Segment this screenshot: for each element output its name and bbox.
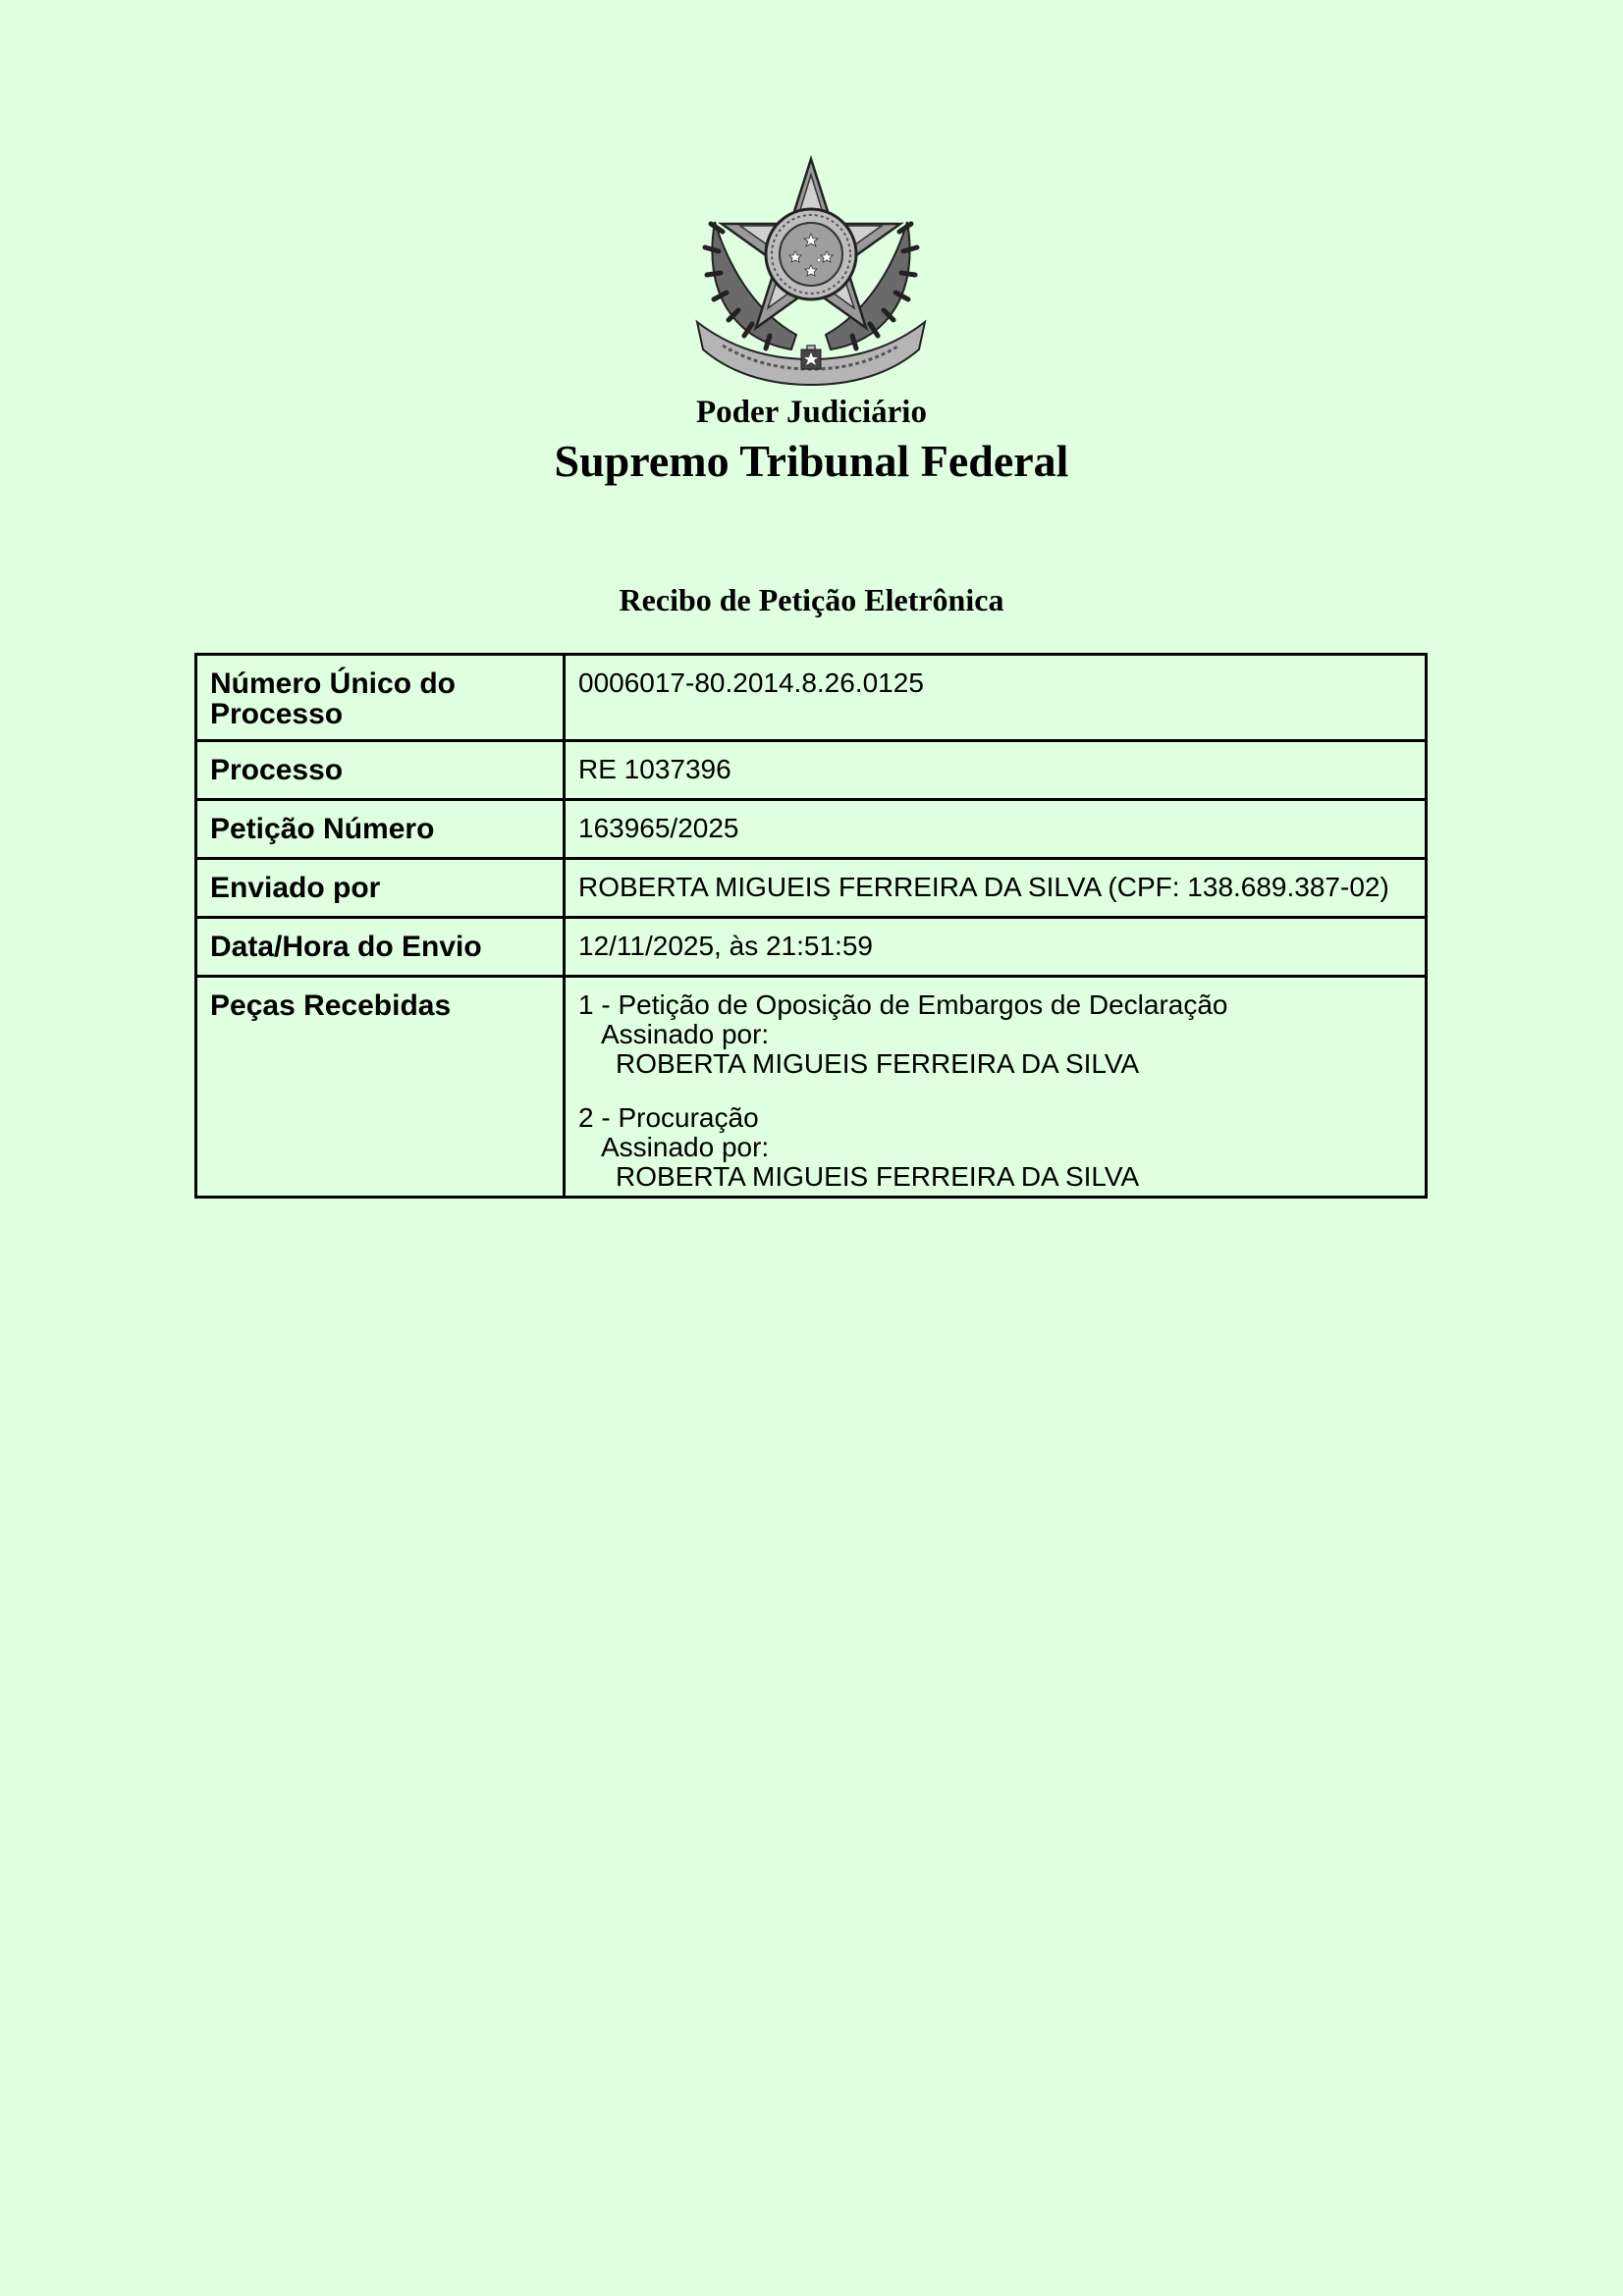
piece-item	[578, 990, 1412, 1079]
table-row	[196, 977, 1427, 1198]
piece-signed-label: Assinado por:	[601, 1132, 770, 1162]
table-row	[196, 918, 1427, 977]
value-processo: RE 1037396	[565, 741, 1427, 800]
value-enviado-por: ROBERTA MIGUEIS FERREIRA DA SILVA (CPF: 138.689.387-02)	[565, 859, 1427, 918]
table-row	[196, 859, 1427, 918]
label-data-hora: Data/Hora do Envio	[196, 918, 565, 977]
document-title: Recibo de Petição Eletrônica	[619, 582, 1004, 617]
piece-title: 2 - Procuração	[578, 1102, 759, 1133]
piece-signer: ROBERTA MIGUEIS FERREIRA DA SILVA	[616, 1048, 1140, 1079]
value-pecas-recebidas	[565, 977, 1427, 1198]
value-numero-unico: 0006017-80.2014.8.26.0125	[565, 655, 1427, 741]
piece-title: 1 - Petição de Oposição de Embargos de Declaração	[578, 989, 1228, 1020]
table-row	[196, 800, 1427, 859]
label-numero-unico: Número Único do Processo	[196, 655, 565, 741]
brazil-coat-of-arms-icon	[693, 153, 929, 391]
piece-signed-label: Assinado por:	[601, 1019, 770, 1049]
value-peticao-numero: 163965/2025	[565, 800, 1427, 859]
organization-name: Poder Judiciário	[696, 395, 927, 430]
piece-signer: ROBERTA MIGUEIS FERREIRA DA SILVA	[616, 1161, 1140, 1192]
piece-item	[578, 1103, 1412, 1192]
label-enviado-por: Enviado por	[196, 859, 565, 918]
table-row	[196, 655, 1427, 741]
court-name: Supremo Tribunal Federal	[554, 436, 1069, 486]
receipt-table	[194, 653, 1428, 1199]
table-row	[196, 741, 1427, 800]
value-data-hora: 12/11/2025, às 21:51:59	[565, 918, 1427, 977]
label-processo: Processo	[196, 741, 565, 800]
label-pecas-recebidas: Peças Recebidas	[196, 977, 565, 1198]
label-peticao-numero: Petição Número	[196, 800, 565, 859]
